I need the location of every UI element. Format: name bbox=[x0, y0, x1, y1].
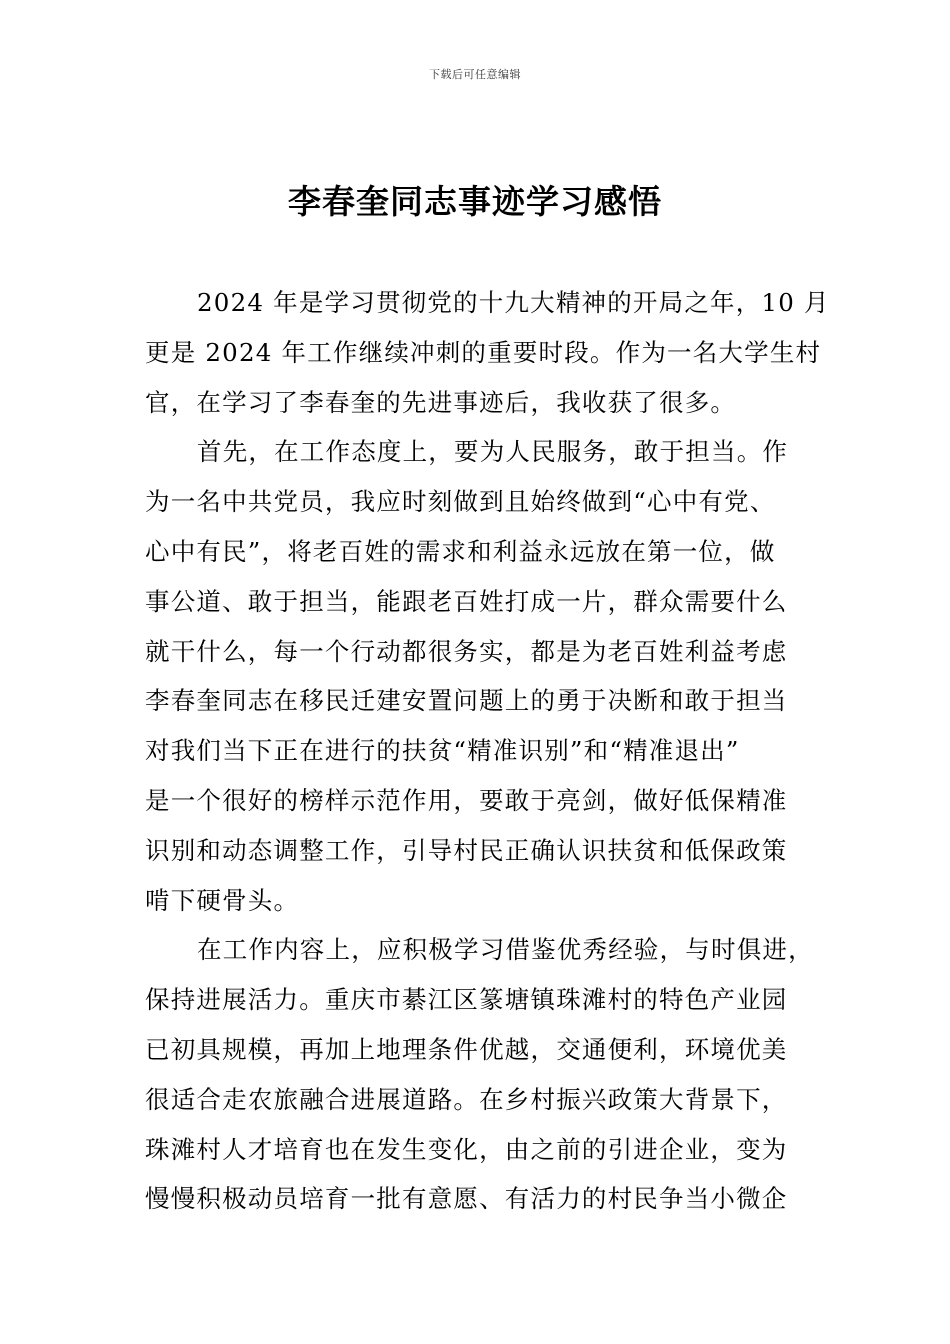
text-line: 就干什么，每一个行动都很务实，都是为老百姓利益考虑 bbox=[145, 636, 788, 666]
text-line: 首先，在工作态度上，要为人民服务，敢于担当。作 bbox=[197, 437, 789, 467]
text-line: 保持进展活力。重庆市綦江区篆塘镇珠滩村的特色产业园 bbox=[145, 985, 788, 1015]
text-line: 李春奎同志在移民迁建安置问题上的勇于决断和敢于担当 bbox=[145, 686, 788, 716]
text-line: 珠滩村人才培育也在发生变化，由之前的引进企业，变为 bbox=[145, 1134, 788, 1164]
text-line: 官，在学习了李春奎的先进事迹后，我收获了很多。 bbox=[145, 387, 737, 417]
header-note: 下载后可任意编辑 bbox=[429, 68, 521, 81]
text-line: 在工作内容上，应积极学习借鉴优秀经验，与时俱进， bbox=[197, 935, 814, 965]
text-line: 2024 年是学习贯彻党的十九大精神的开局之年，10 月 bbox=[197, 288, 830, 317]
text-line: 更是 2024 年工作继续冲刺的重要时段。作为一名大学生村 bbox=[145, 337, 822, 367]
text-line: 对我们当下正在进行的扶贫“精准识别”和“精准退出” bbox=[145, 736, 740, 766]
text-line: 啃下硬骨头。 bbox=[145, 885, 300, 915]
document-body bbox=[145, 278, 830, 1224]
text-line: 是一个很好的榜样示范作用，要敢于亮剑，做好低保精准 bbox=[145, 785, 788, 815]
paragraph-1 bbox=[145, 278, 830, 427]
text-line: 事公道、敢于担当，能跟老百姓打成一片，群众需要什么 bbox=[145, 586, 788, 616]
text-line: 慢慢积极动员培育一批有意愿、有活力的村民争当小微企 bbox=[145, 1184, 788, 1214]
text-line: 已初具规模，再加上地理条件优越，交通便利，环境优美 bbox=[145, 1034, 788, 1064]
document-title: 李春奎同志事迹学习感悟 bbox=[288, 182, 662, 221]
text-line: 很适合走农旅融合进展道路。在乡村振兴政策大背景下， bbox=[145, 1084, 788, 1114]
paragraph-3 bbox=[145, 925, 813, 1224]
text-line: 为一名中共党员，我应时刻做到且始终做到“心中有党、 bbox=[145, 487, 776, 517]
paragraph-2 bbox=[145, 427, 813, 925]
text-line: 心中有民”，将老百姓的需求和利益永远放在第一位，做 bbox=[145, 536, 776, 566]
text-line: 识别和动态调整工作，引导村民正确认识扶贫和低保政策 bbox=[145, 835, 788, 865]
